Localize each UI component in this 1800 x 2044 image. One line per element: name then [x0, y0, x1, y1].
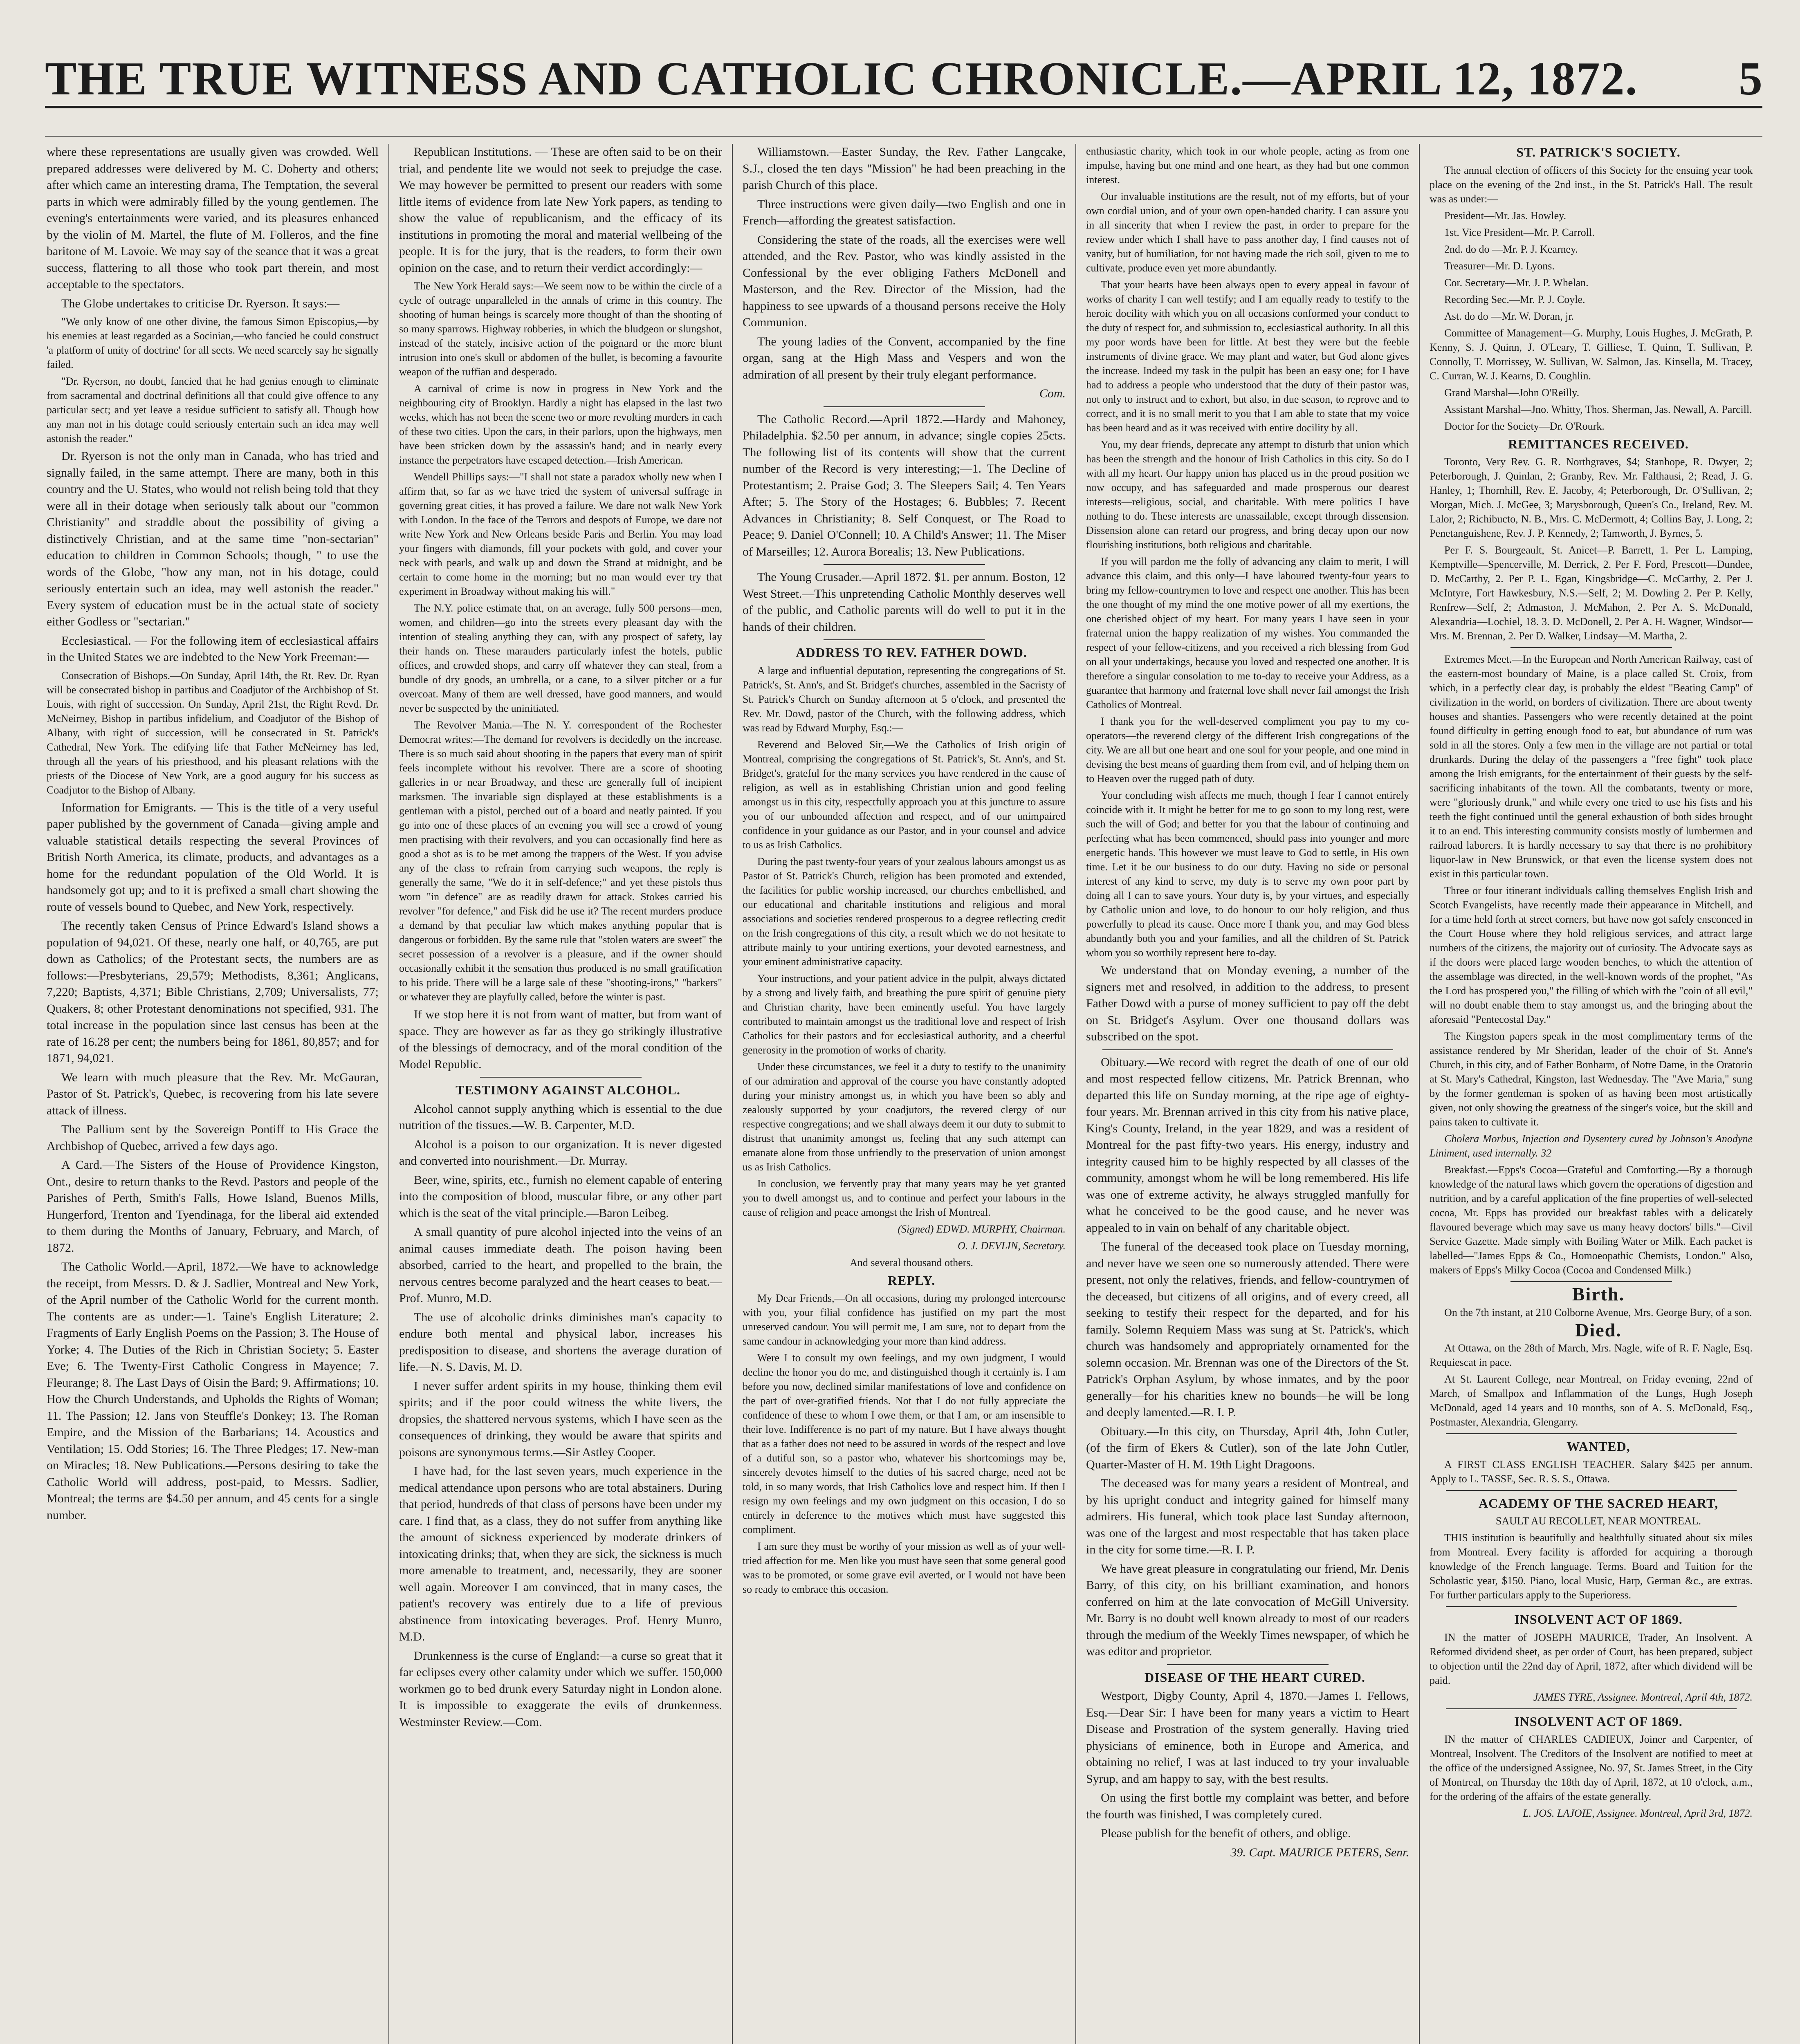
article-paragraph: The recently taken Census of Prince Edward's Island shows a population of 94,021. Of these, nearly one half, or 40,765, are put down as Catholics; of the Protestant sects, the numbers are as follows:—Presbyterians, 29,579; Methodists, 8,361; Anglicans, 7,220; Baptists, 4,371; Bible Christians, 2,709; Universalists, 77; Quakers, 8; other Protestant denominations not specified, 931. The total increase in the population since last census has been at the rate of 16.28 per cent; the numbers being for 1861, 80,857; and for 1871, 94,021.: [47, 919, 379, 1065]
article-paragraph: Information for Emigrants. — This is the title of a very useful paper published by the government of Canada—giving ample and valuable statistical details respecting the several Provinces of British North America, its climate, products, and advantages as a home for the redundant population of the Old World. It is handsomely got up; and to it is prefixed a small chart showing the route of vessels bound to Quebec, and New York, respectively.: [47, 800, 379, 914]
article-paragraph: We learn with much pleasure that the Rev. Mr. McGauran, Pastor of St. Patrick's, Quebec, is recovering from his late severe attack of illness.: [47, 1070, 379, 1117]
article-paragraph: The deceased was for many years a resident of Montreal, and by his upright conduct and integrity gained for himself many admirers. His funeral, which took place last Sunday afternoon, was one of the largest and most respectable that has taken place in the city for some time.—R. I. P.: [1086, 1477, 1409, 1556]
list-item: Treasurer—Mr. D. Lyons.: [1444, 260, 1555, 272]
article-paragraph: The use of alcoholic drinks diminishes man's capacity to endure both mental and physical labor, increases his predisposition to disease, and shortens the average duration of life.—N. S. Davis, M. D.: [399, 1310, 722, 1374]
article-paragraph: Our invaluable institutions are the result, not of my efforts, but of your own cordial union, and of your own open-handed charity. I can assure you in all sincerity that when I review the past, in order to prepare for the review under which I shall have to pass another day, I find causes not of vanity, but of humiliation, for not having made the rich soil, given to me to cultivate, produce even yet more abundantly.: [1086, 191, 1409, 274]
section-divider: [1510, 1281, 1672, 1282]
subheading: SAULT AU RECOLLET, NEAR MONTREAL.: [1495, 1515, 1701, 1527]
article-paragraph: If we stop here it is not from want of matter, but from want of space. They are however as far as they go strikingly illustrative of the blessings of democracy, and of the moral condition of the Model Republic.: [399, 1008, 722, 1071]
section-divider: [1510, 647, 1672, 648]
article-paragraph: Drunkenness is the curse of England:—a curse so great that it far eclipses every other calamity under which we suffer. 150,000 workmen go to bed drunk every Saturday night in London alone. It is impossible to exaggerate the evils of drunkenness. Westminster Review.—Com.: [399, 1649, 722, 1729]
article-paragraph: Three or four itinerant individuals calling themselves English Irish and Scotch Evangelists, have recently made their appearance in Mitchell, and for a time held forth at street corners, but have now got safely ensconced in the Court House where they hold religious services, and attract large numbers of the citizens, the majority out of curiosity. The Advocate says as if the doors were placed large wooden benches, to which the attention of the assemblage was directed, in the well-known words of the prophet, "As the Lord has prospered you," the filling of which with the "coin of all evil," will no doubt enable them to stay amongst us, and the bringing about the aforesaid "Pentecostal Day.": [1430, 885, 1753, 1025]
section-divider: [1446, 1490, 1737, 1491]
article-paragraph: Three instructions were given daily—two English and one in French—affording the greatest satisfaction.: [743, 197, 1066, 227]
section-divider: [824, 406, 985, 407]
article-paragraph: IN the matter of CHARLES CADIEUX, Joiner and Carpenter, of Montreal, Insolvent. The Creditors of the Insolvent are notified to meet at the office of the undersigned Assignee, No. 97, St. James Street, in the City of Montreal, on Thursday the 18th day of April, 1872, at 10 o'clock, a.m., for the ordering of the affairs of the estate generally.: [1430, 1733, 1753, 1802]
signature: (Signed) EDWD. MURPHY, Chairman.: [898, 1223, 1066, 1235]
list-item: 2nd. do do —Mr. P. J. Kearney.: [1444, 243, 1578, 255]
section-heading: Birth.: [1572, 1284, 1625, 1304]
section-heading: ACADEMY OF THE SACRED HEART,: [1478, 1495, 1719, 1511]
article-paragraph: Obituary.—In this city, on Thursday, April 4th, John Cutler, (of the firm of Ekers & Cutler), son of the late John Cutler, Quarter-Master of H. M. 19th Light Dragoons.: [1086, 1424, 1409, 1471]
section-heading: ST. PATRICK'S SOCIETY.: [1516, 145, 1681, 159]
article-paragraph: IN the matter of JOSEPH MAURICE, Trader, An Insolvent. A Reformed dividend sheet, as per order of Court, has been prepared, subject to objection until the 22nd day of April, 1872, after which dividend will be paid.: [1430, 1631, 1753, 1686]
article-paragraph: Considering the state of the roads, all the exercises were well attended, and the Rev. Pastor, who was kindly assisted in the Confessional by the ever obliging Fathers McDonell and Masterson, and the Rev. Director of the Mission, had the happiness to see upwards of a thousand persons receive the Holy Communion.: [743, 233, 1066, 329]
section-divider: [1446, 1708, 1737, 1709]
article-paragraph: I am sure they must be worthy of your mission as well as of your well-tried affection for me. Men like you must have seen that some general good was to be promoted, or some grave evil averted, or I would not have been so ready to embrace this occasion.: [743, 1540, 1066, 1595]
column-3: [732, 144, 1075, 2044]
article-paragraph: Under these circumstances, we feel it a duty to testify to the unanimity of our admiration and approval of the course you have constantly adopted during your ministry amongst us, in which you have been so ably and zealously supported by your coadjutors, the revered clergy of our respective congregations; and we shall always deem it our duty to submit to distrust that unanimity amongst us, feeling that any such attempt can emanate alone from those unfriendly to the preservation of union amongst us as Irish Catholics.: [743, 1060, 1066, 1173]
article-paragraph: On the 7th instant, at 210 Colborne Avenue, Mrs. George Bury, of a son.: [1444, 1306, 1752, 1318]
section-divider: [824, 564, 985, 565]
section-heading: ADDRESS TO REV. FATHER DOWD.: [796, 645, 1027, 660]
article-paragraph: Please publish for the benefit of others, and oblige.: [1101, 1827, 1351, 1840]
quote-paragraph: A carnival of crime is now in progress in New York and the neighbouring city of Brooklyn. Hardly a night has elapsed in the last two weeks, which has not been the scene two or more revolting murders in each of these two cities. Upon the cars, in their parlors, upon the highways, men have been stricken down by the assassin's hand; and in nearly every instance the perpetrators have escaped detection.—Irish American.: [399, 383, 722, 466]
section-heading: INSOLVENT ACT OF 1869.: [1514, 1714, 1683, 1729]
signature: JAMES TYRE, Assignee. Montreal, April 4th, 1872.: [1533, 1691, 1753, 1703]
masthead-rule: [45, 136, 1762, 137]
article-paragraph: The Young Crusader.—April 1872. $1. per annum. Boston, 12 West Street.—This unpretending Catholic Monthly deserves well of the public, and Catholic parents will do well to put it in the hands of their children.: [743, 570, 1066, 634]
article-paragraph: On using the first bottle my complaint was better, and before the fourth was finished, I was completely cured.: [1086, 1791, 1409, 1821]
article-paragraph: Alcohol is a poison to our organization. It is never digested and converted into nourishment.—Dr. Murray.: [399, 1137, 722, 1168]
quote-paragraph: Wendell Phillips says:—"I shall not state a paradox wholly new when I affirm that, so far as we have tried the system of universal suffrage in governing great cities, it has proved a failure. We dare not walk New York with London. In the face of the Terrors and despots of Europe, we dare not write New York and New Orleans beside Paris and Berlin. You may load your fingers with diamonds, fill your pockets with gold, and cover your neck with pearls, and walk up and down the Strand at midnight, and be certain to come home in the morning; but no man would ever try that experiment in Broadway without making his will.": [399, 471, 722, 597]
quote-paragraph: The Revolver Mania.—The N. Y. correspondent of the Rochester Democrat writes:—The demand for revolvers is decidedly on the increase. There is so much said about shooting in the papers that every man of spirit feels incomplete without his revolver. There are a score of shooting galleries in or near Broadway, and these are generally full of incipient marksmen. The invariable sign displayed at these establishments is a gentleman with a pistol, perched out of a board and neatly painted. If you go into one of these places of an evening you will see a crowd of young men practising with their revolvers, and you can occasionally find here as good a shot as is to be met among the trappers of the West. If you advise any of the class to refrain from carrying such weapons, the reply is generally the same, "We do it in self-defence;" and yet these pistols thus worn "in defence" are as readily drawn for attack. Stokes carried his revolver "for defence," and Fisk did he use it? The recent murders produce a demand by that peculiar law which makes anything popular that is dangerous or forbidden. By the same rule that "stolen waters are sweet" the secret possession of a revolver is a pleasure, and if the owner should occasionally exhibit it the sensation thus produced is no small gratification to his pride. There will be a large sale of these "shooting-irons," "barkers" or whatever they are playfully called, before the winter is past.: [399, 719, 722, 1003]
list-item: Grand Marshal—John O'Reilly.: [1444, 386, 1580, 399]
column-1: [45, 144, 388, 2044]
article-paragraph: Ecclesiastical. — For the following item of ecclesiastical affairs in the United States we are indebted to the New York Freeman:—: [47, 634, 379, 664]
article-paragraph: My Dear Friends,—On all occasions, during my prolonged intercourse with you, your filial confidence has justified on my part the most unreserved candour. You will permit me, I am sure, not to depart from the same candour in acknowledging your more than kind address.: [743, 1292, 1066, 1347]
section-heading: REPLY.: [887, 1273, 936, 1288]
article-paragraph: Toronto, Very Rev. G. R. Northgraves, $4; Stanhope, R. Dwyer, 2; Peterborough, J. Quinlan, 2; Granby, Rev. Mr. Falthausi, 2; Read, J. G. Hanley, 1; Thornhill, Rev. E. Jacoby, 4; Peterborough, Dr. O'Sullivan, 2; Morgan, Mich. J. McGee, 3; Marysborough, Queen's Co., Ireland, Rev. M. Lalor, 2; Richibucto, N. B., Mrs. C. McDermott, 4; Collins Bay, J. Long, 2; Penetanguishene, Rev. J. P. Kennedy, 2; Tamworth, J. Byrnes, 5.: [1430, 456, 1753, 539]
list-item: President—Mr. Jas. Howley.: [1444, 209, 1567, 222]
article-paragraph: The Pallium sent by the Sovereign Pontiff to His Grace the Archbishop of Quebec, arrived a few days ago.: [47, 1123, 379, 1153]
quote-paragraph: The New York Herald says:—We seem now to be within the circle of a cycle of outrage unparalleled in the annals of crime in this country. The shooting of human beings is scarcely more thought of than the shooting of so many sparrows. Highway robberies, in which the bludgeon or slungshot, instead of the stately, incisive action of the poignard or the more blunt intrusion into one's skull or abdomen of the bullet, is becoming a favourite weapon of the ruffian and desperado.: [399, 280, 722, 378]
section-divider: [824, 639, 985, 640]
article-paragraph: The Catholic Record.—April 1872.—Hardy and Mahoney, Philadelphia. $2.50 per annum, in advance; single copies 25cts. The following list of its contents will show that the current number of the Record is very interesting;—1. The Decline of Protestantism; 2. Praise God; 3. The Sleepers Sail; 4. Ten Years After; 5. The Story of the Hostages; 6. Bubbles; 7. Recent Advances in Christianity; 8. Self Conquest, or The Road to Peace; 9. Daniel O'Connell; 10. A Child's Answer; 11. The Miser of Marseilles; 12. Aurora Borealis; 13. New Publications.: [743, 412, 1066, 558]
article-paragraph: Beer, wine, spirits, etc., furnish no element capable of entering into the composition of blood, muscular fibre, or any other part which is the seat of the vital principle.—Baron Leibeg.: [399, 1173, 722, 1220]
page-number: 5: [1739, 53, 1762, 105]
signature: L. JOS. LAJOIE, Assignee. Montreal, April 3rd, 1872.: [1523, 1807, 1753, 1819]
section-heading: Died.: [1575, 1319, 1622, 1340]
article-paragraph: The Kingston papers speak in the most complimentary terms of the assistance rendered by Mr Sheridan, leader of the choir of St. Anne's Church, in this city, and of Father Bonharm, of Notre Dame, in the Oratorio at St. Mary's Cathedral, Kingston, last Wednesday. The "Ave Maria," sung by the former gentleman is spoken of as having been most artistically given, not only showing the greatness of the singer's voice, but the skill and pains taken to cultivate it.: [1430, 1030, 1753, 1128]
article-paragraph: You, my dear friends, deprecate any attempt to disturb that union which has been the strength and the honour of Irish Catholics in this city. So do I with all my heart. Our happy union has placed us in the proud position we now occupy, and has safeguarded and made prosperous our dearest interests—religious, social, and charitable. With mere politics I have nothing to do. These interests are unassailable, except through dissension. Dissension alone can retard our progress, and bring decay upon our now flourishing institutions, both religious and charitable.: [1086, 439, 1409, 551]
article-paragraph: I never suffer ardent spirits in my house, thinking them evil spirits; and if the poor could witness the white livers, the dropsies, the shattered nervous systems, which I have seen as the consequences of drinking, they would be aware that spirits and poisons are synonymous terms.—Sir Astley Cooper.: [399, 1379, 722, 1459]
section-divider: [480, 1077, 642, 1078]
list-item: Committee of Management—G. Murphy, Louis Hughes, J. McGrath, P. Kenny, S. J. Quinn, J. O'Leary, T. Gilliese, T. Quinn, T. Sullivan, P. Connolly, T. Morrissey, W. Sullivan, W. Salmon, Jas. Kinsella, M. Tracey, C. Curran, W. J. Kearns, D. Coughlin.: [1430, 327, 1753, 382]
section-divider: [1102, 1049, 1393, 1050]
article-paragraph: The young ladies of the Convent, accompanied by the fine organ, sang at the High Mass and Vespers and won the admiration of all present by their truly elegant performance.: [743, 334, 1066, 381]
quote-paragraph: Consecration of Bishops.—On Sunday, April 14th, the Rt. Rev. Dr. Ryan will be consecrated bishop in partibus and Coadjutor of the Archbishop of St. Louis, with right of succession. On Sunday, April 21st, the Right Revd. Dr. McNeirney, Bishop in partibus infidelium, and Coadjutor of the Bishop of Albany, with right of succession, will be consecrated in St. Patrick's Cathedral, New York. The edifying life that Father McNeirney has led, through all the years of his priesthood, and his pleasant relations with the priests of the Diocese of New York, are a good augury for his success as Coadjutor to the Bishop of Albany.: [47, 669, 379, 796]
section-heading: TESTIMONY AGAINST ALCOHOL.: [456, 1083, 680, 1097]
quote-paragraph: "Dr. Ryerson, no doubt, fancied that he had genius enough to eliminate from sacramental and doctrinal definitions all that could give offence to any particular sect; and yet leave a residue sufficient to satisfy all. Though how any man not in his dotage could seriously entertain such an idea may well astonish the reader.": [47, 375, 379, 444]
columns: [45, 144, 1762, 2044]
article-paragraph: At St. Laurent College, near Montreal, on Friday evening, 22nd of March, of Smallpox and Inflammation of the Lungs, Hugh Joseph McDonald, aged 14 years and 10 months, son of A. S. McDonald, Esq., Postmaster, Alexandria, Glengarry.: [1430, 1373, 1753, 1428]
section-divider: [1167, 1664, 1329, 1665]
list-item: 1st. Vice President—Mr. P. Carroll.: [1444, 226, 1595, 238]
signature: 39. Capt. MAURICE PETERS, Senr.: [1230, 1845, 1409, 1859]
article-paragraph: The funeral of the deceased took place on Tuesday morning, and never have we seen one so numerously attended. There were present, not only the relatives, friends, and fellow-countrymen of the deceased, but citizens of all origins, and of every creed, all seeking to testify their respect for the departed, and for his family. Solemn Requiem Mass was sung at St. Patrick's, which church was handsomely and appropriately ornamented for the solemn occasion. Mr. Brennan was one of the Directors of the St. Patrick's Orphan Asylum, by whose inmates, and by the poor generally—for his charities knew no bounds—he will be long and deeply lamented.—R. I. P.: [1086, 1240, 1409, 1419]
article-paragraph: Alcohol cannot supply anything which is essential to the due nutrition of the tissues.—W. B. Carpenter, M.D.: [399, 1102, 722, 1132]
section-divider: [1446, 1433, 1737, 1434]
article-paragraph: THIS institution is beautifully and healthfully situated about six miles from Montreal. Every facility is afforded for acquiring a thorough knowledge of the French language. Terms. Board and Tuition for the Scholastic year, $150. Piano, local Music, Harp, German &c., are extras. For further particulars apply to the Superioress.: [1430, 1532, 1753, 1601]
article-paragraph: Dr. Ryerson is not the only man in Canada, who has tried and signally failed, in the same attempt. There are many, both in this country and the U. States, who would not relish being told that they were all in their dotage when seriously talk about our "common Christianity" and straddle about the possibility of giving a distinctively Christian, and at the same time "non-sectarian" education to children in Common Schools; though, " to use the words of the Globe, "how any man, not in his dotage, could seriously entertain such an idea, may well astonish the reader." Every system of education must be in the actual state of society either Godless or "sectarian.": [47, 449, 379, 628]
article-paragraph: We have great pleasure in congratulating our friend, Mr. Denis Barry, of this city, on his brilliant examination, and honors conferred on him at the late convocation of McGill University. Mr. Barry is no doubt well known already to most of our readers through the medium of the Weekly Times newspaper, of which he was editor and proprietor.: [1086, 1562, 1409, 1658]
article-paragraph: During the past twenty-four years of your zealous labours amongst us as Pastor of St. Patrick's Church, religion has been promoted and extended, the facilities for public worship increased, our churches embellished, and our educational and charitable institutions and religious and moral associations and societies rendered prosperous to a degree reflecting credit on the Irish congregations of this city, a result which we do not hesitate to attribute mainly to your untiring exertions, your devoted earnestness, and your eminent administrative capacity.: [743, 855, 1066, 968]
quote-paragraph: "We only know of one other divine, the famous Simon Episcopius,—by his enemies at least regarded as a Socinian,—who fancied he could construct 'a platform of unity of doctrine' for all sects. We need scarcely say he signally failed.: [47, 316, 379, 370]
article-paragraph: Obituary.—We record with regret the death of one of our old and most respected fellow citizens, Mr. Patrick Brennan, who departed this life on Sunday morning, at the ripe age of eighty-four years. Mr. Brennan arrived in this city from his native place, King's County, Ireland, in the year 1829, and was a resident of Montreal for the past fifty-two years. His energy, industry and integrity caused him to be highly respected by all classes of the community, amongst whom he will be long remembered. His life was one of extreme activity, he always struggled manfully for what he conceived to be the good cause, and he never was appealed to in vain on behalf of any charitable object.: [1086, 1055, 1409, 1235]
article-paragraph: Republican Institutions. — These are often said to be on their trial, and pendente lite we would not seek to prejudge the case. We may however be permitted to present our readers with some little items of evidence from late New York papers, as tending to show the value of republicanism, and the efficacy of its institutions in promoting the moral and material wellbeing of the people. It is for the jury, that is the readers, to form their own opinion on the case, and to return their verdict accordingly:—: [399, 145, 722, 275]
signature: O. J. DEVLIN, Secretary.: [957, 1239, 1066, 1252]
section-divider: [1446, 1606, 1737, 1607]
article-paragraph: That your hearts have been always open to every appeal in favour of works of charity I can well testify; and I am equally ready to testify to the heroic docility with which you on all occasions conformed your conduct to the duty of respect for, and submission to, ecclesiastical authority. In all this my poor words have been for little. At best they were but the feeble instruments of divine grace. We may plant and water, but God alone gives the increase. Indeed my task in the pulpit has been an easy one; for I have had to address a people who understood that the duty of their pastor was, not only to instruct and to exhort, but also, in due season, to reprove and to correct, and it is no small merit to you that I am able to state that my voice has been heard and as it was received with entire docility by all.: [1086, 279, 1409, 434]
signature: And several thousand others.: [850, 1256, 973, 1269]
list-item: Assistant Marshal—Jno. Whitty, Thos. Sherman, Jas. Newall, A. Parcill.: [1444, 403, 1752, 415]
column-2: [388, 144, 732, 2044]
section-heading: DISEASE OF THE HEART CURED.: [1144, 1670, 1366, 1685]
article-paragraph: At Ottawa, on the 28th of March, Mrs. Nagle, wife of R. F. Nagle, Esq. Requiescat in pace.: [1430, 1342, 1753, 1368]
article-paragraph: Reverend and Beloved Sir,—We the Catholics of Irish origin of Montreal, comprising the congregations of St. Patrick's, St. Ann's, and St. Bridget's, grateful for the many services you have rendered in the cause of religion, as well as in establishing Christian union and good feeling amongst us in this city, respectfully approach you at this juncture to assure you of our unbounded affection and respect, and of our unimpaired confidence in your guidance as our Pastor, and in your counsel and advice to us as Irish Catholics.: [743, 738, 1066, 851]
article-paragraph: Were I to consult my own feelings, and my own judgment, I would decline the honor you do me, and distinguished though it certainly is. I am before you now, declined similar manifestations of love and confidence on the part of over-gratified friends. Not that I do not fully appreciate the confidence of these to whom I owe them, or that I am, or am insensible to their love. Indifference is no part of my nature. But I have always thought that as a father does not need to be assured in words of the respect and love of a dutiful son, so a pastor who, whatever his shortcomings may be, sincerely devotes himself to the duties of his sacred charge, need not be told, in so many words, that Irish Catholics love and respect him. If then I resign my own feelings and my own judgment on this occasion, I do so entirely in deference to the motives which must have suggested this compliment.: [743, 1352, 1066, 1535]
article-paragraph: The Globe undertakes to criticise Dr. Ryerson. It says:—: [61, 296, 340, 310]
article-paragraph: Westport, Digby County, April 4, 1870.—James I. Fellows, Esq.—Dear Sir: I have been for many years a victim to Heart Disease and Prostration of the system generally. Having tried physicians of eminence, both in Europe and America, and obtaining no relief, I was at last induced to try your invaluable Syrup, and am happy to say, with the best results.: [1086, 1689, 1409, 1786]
article-paragraph: I have had, for the last seven years, much experience in the medical attendance upon persons who are total abstainers. During that period, hundreds of that class of persons have been under my care. I find that, as a class, they do not suffer from anything like the amount of sickness experienced by moderate drinkers of intoxicating drinks; that, when they are sick, the sickness is much more amenable to treatment, and, necessarily, they are sooner well again. Moreover I am convinced, that in many cases, the patient's recovery was entirely due to a life of previous abstinence from intoxicating beverages. Prof. Henry Munro, M.D.: [399, 1464, 722, 1643]
masthead: [45, 55, 1762, 108]
quote-paragraph: The N.Y. police estimate that, on an average, fully 500 persons—men, women, and children—go into the streets every pleasant day with the intention of stealing anything they can, with any prospect of safety, lay their hands on. These marauders particularly infest the hotels, public offices, and crowded shops, and carry off whatever they can steal, from a bundle of dry goods, an umbrella, or a cane, to a silver pitcher or a fur overcoat. Many of them are well dressed, have good manners, and would never be suspected by the uninitiated.: [399, 602, 722, 714]
article-paragraph: Your concluding wish affects me much, though I fear I cannot entirely coincide with it. It might be better for me to go soon to my long rest, were such the will of God; and better for you that the labour of continuing and perfecting what has been commenced, should pass into younger and more energetic hands. This however we must leave to God to settle, in His own time. Let it be our business to do our duty. Having no side or personal interest of any kind to serve, my duty is to serve my own poor part by doing all I can to save yours. Your duty is, by your virtues, and especially by Catholic union and love, to do honour to our holy religion, and thus powerfully to plead its cause. Once more I thank you, and may God bless abundantly both you and your families, and all the children of St. Patrick whom you so worthily represent here to-day.: [1086, 789, 1409, 959]
list-item: Cor. Secretary—Mr. J. P. Whelan.: [1444, 276, 1589, 289]
signature: Com.: [1039, 387, 1066, 400]
list-item: Doctor for the Society—Dr. O'Rourk.: [1444, 420, 1605, 432]
masthead-title: THE TRUE WITNESS AND CATHOLIC CHRONICLE.—APRIL 12, 1872.: [45, 53, 1638, 105]
article-paragraph: Per F. S. Bourgeault, St. Anicet—P. Barrett, 1. Per L. Lamping, Kemptville—Spencerville, M. Derrick, 2. Per F. Ford, Prescott—Dundee, D. McCarthy, 2. Per P. L. Egan, Kingsbridge—C. McCarthy, 2. Per J. McIntyre, Fort Hawkesbury, N.S.—Self, 2; M. Dowling 2. Per P. Kelly, Renfrew—Self, 2; Admaston, J. McMahon, 2. Per A. S. McDonald, Alexandria—Lochiel, 18. 3. D. McDonell, 2. Per A. H. Wagner, Windsor—Mrs. M. Brennan, 2. Per D. Walker, Lindsay—M. Martha, 2.: [1430, 544, 1753, 642]
article-paragraph: Williamstown.—Easter Sunday, the Rev. Father Langcake, S.J., closed the ten days "Mission" he had been preaching in the parish Church of this place.: [743, 145, 1066, 192]
article-paragraph: Your instructions, and your patient advice in the pulpit, always dictated by a strong and lively faith, and breathing the pure spirit of genuine piety and Christian charity, have been eminently useful. You have largely contributed to maintain amongst us the traditional love and respect of Irish Catholics for their pastors and for ecclesiastical authority, and a cheerful generosity in the promotion of works of charity.: [743, 972, 1066, 1056]
article-paragraph: I thank you for the well-deserved compliment you pay to my co-operators—the reverend clergy of the different Irish congregations of the city. We are all but one heart and one soul for your people, and one mind in devising the best means of guarding them from evil, and of helping them on to Heaven over the rugged path of duty.: [1086, 715, 1409, 784]
article-paragraph: The Catholic World.—April, 1872.—We have to acknowledge the receipt, from Messrs. D. & J. Sadlier, Montreal and New York, of the April number of the Catholic World for the current month. The contents are as under:—1. Taine's English Literature; 2. Fragments of Early English Poems on the Passion; 3. The House of Yorke; 4. The Duties of the Rich in Christian Society; 5. Easter Eve; 6. The Twenty-First Catholic Congress in Mayence; 7. Fleurange; 8. The Last Days of Oisin the Bard; 9. Affirmations; 10. How the Church Understands, and Upholds the Rights of Woman; 11. The Passion; 12. Jans von Steuffle's Donkey; 13. The Roman Empire, and the Mission of the Barbarians; 14. Acoustics and Ventilation; 15. Odd Stories; 16. The Three Pledges; 17. New-man on Miracles; 18. New Publications.—Persons desiring to take the Catholic World will address, post-paid, to Messrs. Sadlier, Montreal; the terms are $4.50 per annum, and 45 cents for a single number.: [47, 1260, 379, 1522]
article-paragraph: where these representations are usually given was crowded. Well prepared addresses were delivered by M. C. Doherty and others; after which came an interesting drama, The Temptation, the several parts in which were admirably filled by the young gentlemen. The evening's entertainments were varied, and its pleasures enhanced by the violin of M. Martel, the flute of M. Folleros, and the fine baritone of M. Lavoie. We may say of the seance that it was a great success, flattering to all those who took part therein, and most acceptable to the spectators.: [47, 145, 379, 291]
article-paragraph: Breakfast.—Epps's Cocoa—Grateful and Comforting.—By a thorough knowledge of the natural laws which govern the operations of digestion and nutrition, and by a careful application of the fine properties of well-selected cocoa, Mr. Epps has provided our breakfast tables with a delicately flavoured beverage which may save us many heavy doctors' bills."—Civil Service Gazette. Made simply with Boiling Water or Milk. Each packet is labelled—"James Epps & Co., Homoeopathic Chemists, London." Also, makers of Epps's Milky Cocoa (Cocoa and Condensed Milk.): [1430, 1164, 1753, 1276]
list-item: Ast. do do —Mr. W. Doran, jr.: [1444, 310, 1574, 322]
article-paragraph: A Card.—The Sisters of the House of Providence Kingston, Ont., desire to return thanks to the Revd. Pastors and people of the Parishes of Perth, Smith's Falls, Howe Island, Buenos Mills, Hungerford, Trenton and Tyendinaga, for the liberal aid extended to them during the Months of January, February, and March, of 1872.: [47, 1158, 379, 1255]
list-item: Recording Sec.—Mr. P. J. Coyle.: [1444, 293, 1585, 305]
article-paragraph: A small quantity of pure alcohol injected into the veins of an animal causes immediate death. The poison having been absorbed, carried to the heart, and propelled to the brain, the nervous centres become paralyzed and the heart ceases to beat.—Prof. Munro, M.D.: [399, 1225, 722, 1305]
article-paragraph: Extremes Meet.—In the European and North American Railway, east of the eastern-most boundary of Maine, is a place called St. Croix, from which, in a perfectly clear day, is probably the eldest "Beating Camp" of civilization in the world, on borders of civilization. There are about twenty houses and shanties. Passengers who were recently detained at the point found difficulty in getting enough food to eat, but abundance of rum was sold in all the stores. Only a few men in the village are not partial or total drunkards. During the delay of the passengers a "free fight" took place among the Irish emigrants, for the entertainment of their guests by the self-sacrificing inhabitants of the town. All the combatants, twenty or more, were "gloriously drunk," and while every one tried to use his fists and his teeth the fight continued until the general exhaustion of both sides brought it to an end. This interesting community consists mostly of lumbermen and railroad laborers. It is hardly necessary to say that there is no prohibitory liquor-law in New Brunswick, or that even the license system does not exist in this particular town.: [1430, 653, 1753, 880]
section-heading: REMITTANCES RECEIVED.: [1508, 436, 1689, 451]
article-paragraph: The annual election of officers of this Society for the ensuing year took place on the evening of the 2nd inst., in the St. Patrick's Hall. The result was as under:—: [1430, 164, 1753, 205]
article-paragraph: If you will pardon me the folly of advancing any claim to merit, I will advance this claim, and this only—I have laboured twenty-four years to bring my fellow-countrymen to love and respect one another. This has been the one thought of my mind the one motive power of all my exertions, the one cherished object of my heart. For many years I have seen in your fraternal union the happy realization of my wishes. You commanded the respect of your fellow-citizens, and you received a rich blessing from God on all your undertakings, because you loved and respected one another. It is therefore a singular consolation to me to-day to receive your Address, as a guarantee that harmony and fraternal love shall never fail amongst the Irish Catholics of Montreal.: [1086, 556, 1409, 710]
article-paragraph: We understand that on Monday evening, a number of the signers met and resolved, in addition to the address, to present Father Dowd with a purse of money sufficient to pay off the debt on St. Bridget's Asylum. Over one thousand dollars was subscribed on the spot.: [1086, 964, 1409, 1043]
article-paragraph: enthusiastic charity, which took in our whole people, acting as from one impulse, having but one mind and one heart, as they had but one common interest.: [1086, 145, 1409, 186]
article-paragraph: Cholera Morbus, Injection and Dysentery cured by Johnson's Anodyne Liniment, used internally. 32: [1430, 1133, 1753, 1159]
article-paragraph: A large and influential deputation, representing the congregations of St. Patrick's, St. Ann's, and St. Bridget's churches, assembled in the Sacristy of St. Patrick's Church on Sunday afternoon at 5 o'clock, and presented the Rev. Mr. Dowd, pastor of the Church, with the following address, which was read by Edward Murphy, Esq.:—: [743, 664, 1066, 734]
article-paragraph: In conclusion, we fervently pray that many years may be yet granted you to dwell amongst us, and to continue and perfect your labours in the cause of religion and peace amongst the Irish of Montreal.: [743, 1177, 1066, 1218]
column-5: [1419, 144, 1762, 2044]
section-heading: WANTED,: [1567, 1439, 1630, 1454]
column-4: [1075, 144, 1419, 2044]
section-heading: INSOLVENT ACT OF 1869.: [1514, 1612, 1683, 1627]
article-paragraph: A FIRST CLASS ENGLISH TEACHER. Salary $425 per annum. Apply to L. TASSE, Sec. R. S. S., Ottawa.: [1430, 1458, 1753, 1485]
